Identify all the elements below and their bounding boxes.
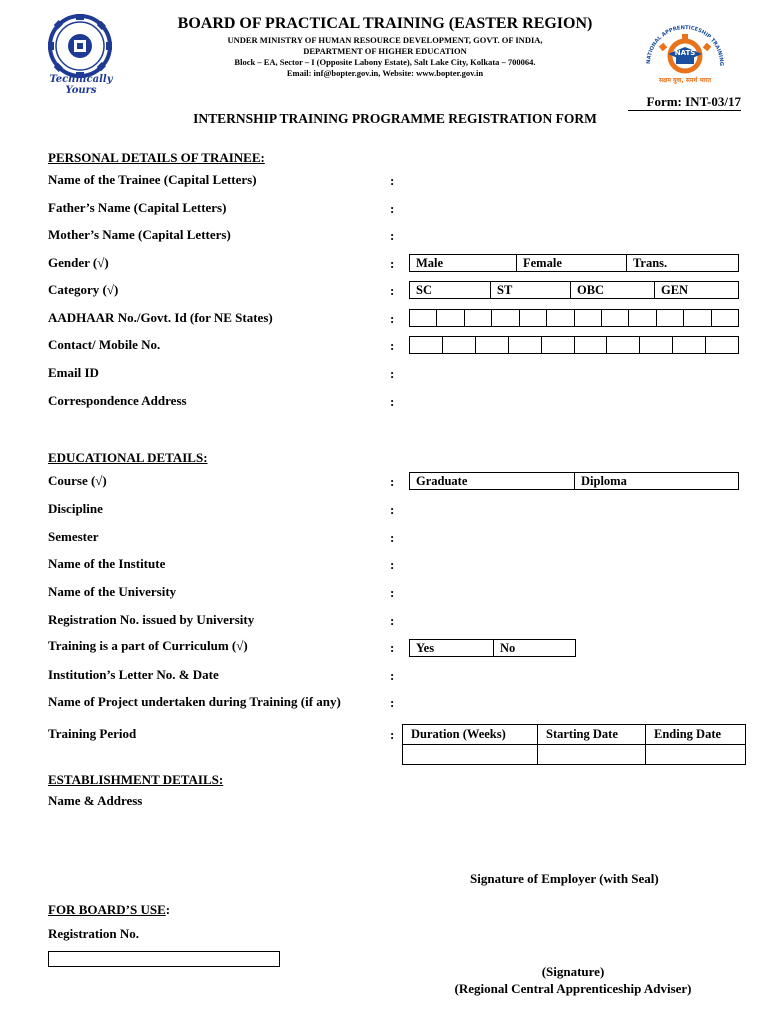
training-period-label: Training Period <box>48 726 137 741</box>
adviser-label: (Regional Central Apprenticeship Adviser) <box>454 981 692 996</box>
personal-details-heading: PERSONAL DETAILS OF TRAINEE: <box>48 150 265 165</box>
establishment-heading: ESTABLISHMENT DETAILS: <box>48 772 224 787</box>
curriculum-option-no[interactable]: No <box>500 641 516 655</box>
colon: : <box>390 201 395 216</box>
logo-motto: Technically Yours <box>49 74 113 96</box>
gender-options <box>409 254 739 272</box>
category-option-sc[interactable]: SC <box>410 282 491 298</box>
colon: : <box>390 256 395 271</box>
course-label: Course (√) <box>48 473 107 488</box>
gender-option-female[interactable]: Female <box>517 255 627 271</box>
discipline-label: Discipline <box>48 501 103 516</box>
colon: : <box>390 695 395 710</box>
father-name-label: Father’s Name (Capital Letters) <box>48 200 227 215</box>
address-label: Correspondence Address <box>48 393 187 408</box>
board-registration-input[interactable] <box>48 951 280 967</box>
duration-input[interactable] <box>403 745 538 765</box>
trainee-name-label: Name of the Trainee (Capital Letters) <box>48 172 257 187</box>
form-number: Form: INT-03/17 <box>646 94 741 109</box>
training-period-table <box>402 724 746 765</box>
colon: : <box>390 311 395 326</box>
colon: : <box>390 585 395 600</box>
university-label: Name of the University <box>48 584 177 599</box>
colon: : <box>390 394 395 409</box>
colon: : <box>390 283 395 298</box>
nats-logo <box>636 20 734 90</box>
educational-details-heading: EDUCATIONAL DETAILS: <box>48 450 208 465</box>
nats-logo-text: NATS <box>674 49 696 57</box>
course-options <box>409 472 739 490</box>
mobile-label: Contact/ Mobile No. <box>48 337 161 352</box>
registration-no-label: Registration No. issued by University <box>48 612 255 627</box>
letter-no-label: Institution’s Letter No. & Date <box>48 667 219 682</box>
address-line: Block – EA, Sector – I (Opposite Labony Estate), Salt Lake City, Kolkata – 700064. <box>234 57 536 67</box>
aadhaar-input-grid[interactable] <box>409 309 739 327</box>
name-address-label: Name & Address <box>48 793 143 808</box>
board-use-heading <box>48 902 170 918</box>
course-option-graduate[interactable]: Graduate <box>410 473 575 489</box>
institute-label: Name of the Institute <box>48 556 166 571</box>
form-title: INTERNSHIP TRAINING PROGRAMME REGISTRATION FORM <box>193 111 597 126</box>
duration-header: Duration (Weeks) <box>403 725 538 745</box>
email-label: Email ID <box>48 365 99 380</box>
ending-date-input[interactable] <box>646 745 746 765</box>
curriculum-label: Training is a part of Curriculum (√) <box>48 638 248 653</box>
bopt-logo <box>34 12 126 96</box>
board-use-heading-text: FOR BOARD’S USE <box>48 902 166 917</box>
category-options <box>409 281 739 299</box>
semester-label: Semester <box>48 529 99 544</box>
curriculum-option-yes[interactable]: Yes <box>410 640 494 656</box>
colon: : <box>390 338 395 353</box>
mother-name-label: Mother’s Name (Capital Letters) <box>48 227 231 242</box>
board-registration-label: Registration No. <box>48 926 139 941</box>
mobile-input-grid[interactable] <box>409 336 739 354</box>
project-label: Name of Project undertaken during Training (if any) <box>48 694 341 709</box>
colon: : <box>390 228 395 243</box>
category-label: Category (√) <box>48 282 119 297</box>
gender-option-trans[interactable]: Trans. <box>633 256 668 270</box>
aadhaar-label: AADHAAR No./Govt. Id (for NE States) <box>48 310 273 325</box>
colon: : <box>390 668 395 683</box>
gender-label: Gender (√) <box>48 255 109 270</box>
colon: : <box>390 366 395 381</box>
starting-date-header: Starting Date <box>538 725 646 745</box>
department-line: DEPARTMENT OF HIGHER EDUCATION <box>303 46 467 56</box>
colon: : <box>390 640 395 655</box>
ministry-line: UNDER MINISTRY OF HUMAN RESOURCE DEVELOPMENT, GOVT. OF INDIA, <box>227 35 543 45</box>
course-option-diploma[interactable]: Diploma <box>581 474 627 488</box>
colon: : <box>390 727 395 742</box>
curriculum-options <box>409 639 576 657</box>
signature-label: (Signature) <box>541 964 605 979</box>
category-option-obc[interactable]: OBC <box>571 282 655 298</box>
category-option-st[interactable]: ST <box>491 282 571 298</box>
board-use-colon: : <box>165 902 171 917</box>
gender-option-male[interactable]: Male <box>410 255 517 271</box>
organization-title: BOARD OF PRACTICAL TRAINING (EASTER REGION) <box>177 15 593 32</box>
employer-signature-label: Signature of Employer (with Seal) <box>470 871 659 886</box>
colon: : <box>390 613 395 628</box>
nats-arc-text: NATIONAL APPRENTICESHIP TRAINING <box>645 24 725 67</box>
nats-tagline: सक्षम युवा, समर्थ भारत <box>659 77 711 84</box>
colon: : <box>390 474 395 489</box>
colon: : <box>390 557 395 572</box>
colon: : <box>390 530 395 545</box>
ending-date-header: Ending Date <box>646 725 746 745</box>
contact-line: Email: inf@bopter.gov.in, Website: www.bopter.gov.in <box>286 68 484 78</box>
colon: : <box>390 502 395 517</box>
category-option-gen[interactable]: GEN <box>661 283 689 297</box>
colon: : <box>390 173 395 188</box>
starting-date-input[interactable] <box>538 745 646 765</box>
